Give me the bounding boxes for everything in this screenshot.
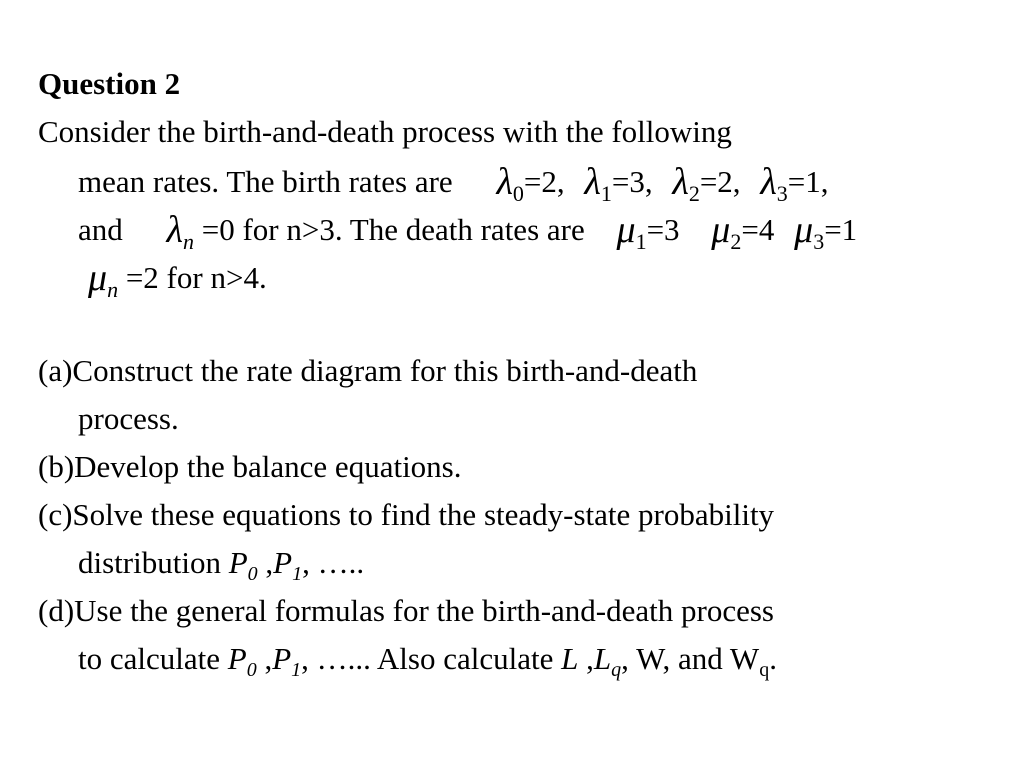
birth-rates-text: mean rates. The birth rates are bbox=[78, 164, 453, 199]
intro-line-3 bbox=[78, 204, 857, 254]
lambda-3-value: =1, bbox=[787, 164, 829, 199]
part-a-line-1: (a)Construct the rate diagram for this birth-and-death bbox=[38, 353, 698, 388]
lambda-1-symbol: λ bbox=[584, 161, 601, 203]
mu-2-sub: 2 bbox=[730, 229, 742, 254]
lambda-1-value: =3, bbox=[611, 164, 653, 199]
intro-line-1: Consider the birth-and-death process with the following bbox=[38, 114, 732, 149]
lambda-2-sub: 2 bbox=[688, 181, 700, 206]
intro-line-2 bbox=[78, 156, 829, 206]
also-calculate-text: . Also calculate bbox=[363, 641, 554, 676]
mu-2-symbol: μ bbox=[711, 209, 731, 251]
lambda-0-value: =2, bbox=[523, 164, 565, 199]
lambda-0-symbol: λ bbox=[496, 161, 513, 203]
lambda-n-sub: n bbox=[182, 229, 194, 254]
question-title: Question 2 bbox=[38, 66, 181, 101]
lambda-3-sub: 3 bbox=[776, 181, 788, 206]
part-d-line-1: (d)Use the general formulas for the birth-and-death process bbox=[38, 593, 774, 628]
p1-sub: 1 bbox=[292, 563, 303, 585]
mu-n-sub: n bbox=[107, 277, 119, 302]
d-p1-sub: 1 bbox=[291, 659, 302, 681]
mu-n-symbol: μ bbox=[88, 257, 108, 299]
lambda-1-sub: 1 bbox=[600, 181, 612, 206]
part-d-line-2 bbox=[78, 635, 777, 683]
p0-symbol: P bbox=[228, 545, 248, 580]
lambda-0-sub: 0 bbox=[512, 181, 524, 206]
part-a-line-2: process. bbox=[78, 401, 179, 436]
part-c-line-1: (c)Solve these equations to find the steady-state probability bbox=[38, 497, 775, 532]
mu-n-value: =2 for n>4. bbox=[125, 260, 267, 295]
end-period: . bbox=[769, 641, 777, 676]
mu-3-sub: 3 bbox=[813, 229, 825, 254]
d-p-separator: , bbox=[256, 641, 273, 676]
lq-sub: q bbox=[611, 659, 622, 681]
lambda-2-value: =2, bbox=[699, 164, 741, 199]
w-text: , W, and W bbox=[621, 641, 760, 676]
d-p-tail: , ….. bbox=[301, 641, 364, 676]
lambda-n-value: =0 for n>3. The death rates are bbox=[201, 212, 585, 247]
d-p0-sub: 0 bbox=[246, 659, 257, 681]
distribution-text: distribution bbox=[78, 545, 221, 580]
p-separator: , bbox=[257, 545, 274, 580]
mu-3-symbol: μ bbox=[794, 209, 814, 251]
part-b-line-1: (b)Develop the balance equations. bbox=[38, 449, 462, 484]
and-text: and bbox=[78, 212, 123, 247]
l-separator: , bbox=[578, 641, 594, 676]
d-p1-symbol: P bbox=[272, 641, 292, 676]
d-p0-symbol: P bbox=[227, 641, 247, 676]
wq-sub: q bbox=[759, 659, 770, 681]
mu-3-value: =1 bbox=[824, 212, 858, 247]
mu-1-sub: 1 bbox=[635, 229, 647, 254]
p0-sub: 0 bbox=[247, 563, 258, 585]
part-c-line-2 bbox=[78, 539, 364, 587]
lambda-3-symbol: λ bbox=[760, 161, 777, 203]
lq-symbol: L bbox=[593, 641, 612, 676]
p1-symbol: P bbox=[273, 545, 293, 580]
mu-1-symbol: μ bbox=[616, 209, 636, 251]
lambda-2-symbol: λ bbox=[672, 161, 689, 203]
lambda-n-symbol: λ bbox=[166, 209, 183, 251]
l-symbol: L bbox=[561, 641, 579, 676]
intro-line-4 bbox=[88, 252, 267, 302]
p-tail: , ….. bbox=[302, 545, 365, 580]
mu-1-value: =3 bbox=[646, 212, 680, 247]
calculate-text: to calculate bbox=[78, 641, 220, 676]
mu-2-value: =4 bbox=[741, 212, 775, 247]
